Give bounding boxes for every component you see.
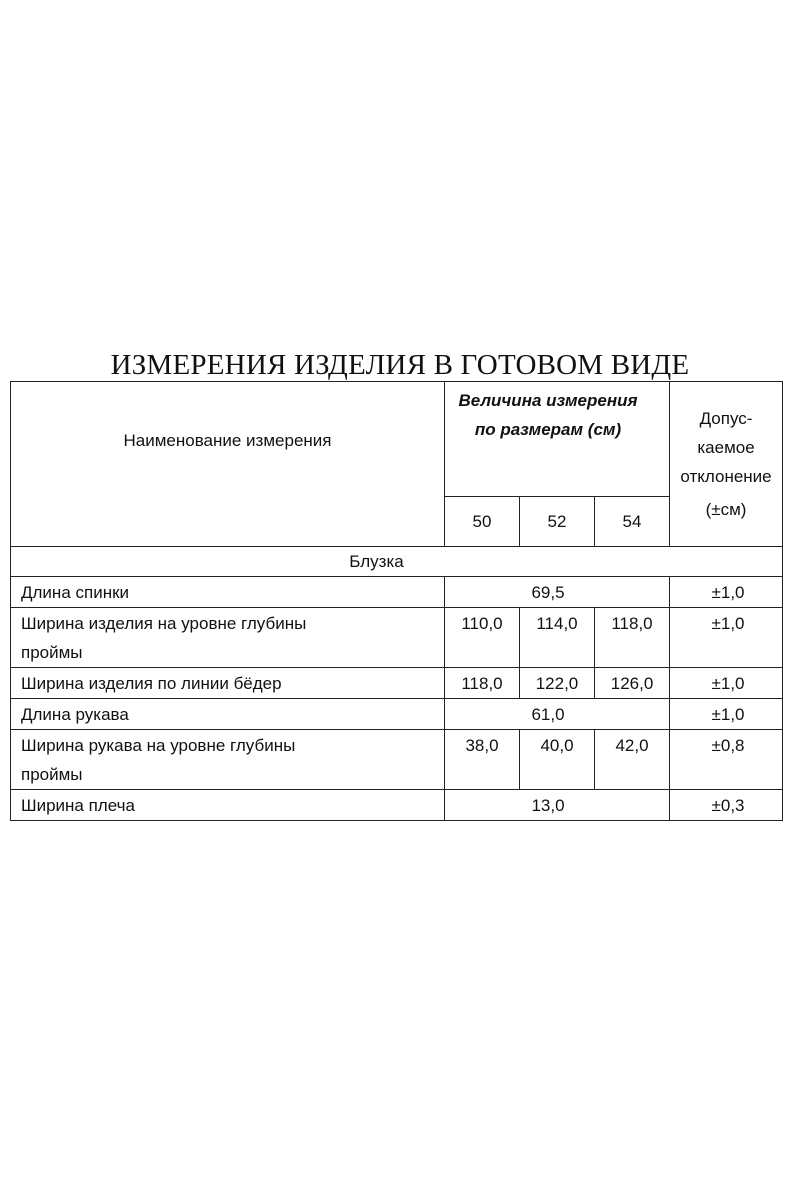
- row-tolerance: ±1,0: [670, 608, 783, 668]
- row-value-52: 114,0: [520, 608, 595, 668]
- row-value-50: 38,0: [445, 730, 520, 790]
- row-tolerance: ±0,3: [670, 790, 783, 821]
- row-name: Длина спинки: [11, 577, 445, 608]
- section-title: Блузка: [11, 547, 783, 577]
- row-value-50: 110,0: [445, 608, 520, 668]
- row-value-50: 118,0: [445, 668, 520, 699]
- table-row: [11, 790, 783, 821]
- size-50: 50: [445, 496, 520, 547]
- header-measurement-name: Наименование измерения: [11, 382, 445, 547]
- row-name: [11, 730, 445, 790]
- size-54: 54: [595, 496, 670, 547]
- header-group-line2: по размерам (см): [474, 420, 622, 439]
- row-name: Длина рукава: [11, 699, 445, 730]
- row-value-54: 42,0: [595, 730, 670, 790]
- row-tolerance: ±1,0: [670, 699, 783, 730]
- row-name: Ширина изделия по линии бёдер: [11, 668, 445, 699]
- header-group-line1: Величина измерения: [458, 391, 638, 410]
- measurements-table: [10, 381, 783, 821]
- row-name: [11, 608, 445, 668]
- table-row: [11, 668, 783, 699]
- row-name-line2: проймы: [21, 765, 83, 784]
- row-value-54: 126,0: [595, 668, 670, 699]
- header-tolerance: [670, 382, 783, 547]
- table-row: [11, 699, 783, 730]
- table-row: [11, 608, 783, 668]
- page-title: ИЗМЕРЕНИЯ ИЗДЕЛИЯ В ГОТОВОМ ВИДЕ: [110, 349, 690, 381]
- row-tolerance: ±0,8: [670, 730, 783, 790]
- header-tolerance-line1: Допус-: [699, 409, 753, 428]
- header-tolerance-line2: каемое: [697, 438, 755, 457]
- row-tolerance: ±1,0: [670, 577, 783, 608]
- table-header-row: [11, 382, 783, 497]
- row-name: Ширина плеча: [11, 790, 445, 821]
- table-row: [11, 577, 783, 608]
- row-value-52: 40,0: [520, 730, 595, 790]
- row-value-54: 118,0: [595, 608, 670, 668]
- row-value-merged: 69,5: [445, 577, 670, 608]
- row-value-merged: 13,0: [445, 790, 670, 821]
- row-value-merged: 61,0: [445, 699, 670, 730]
- table-row: [11, 730, 783, 790]
- row-name-line1: Ширина рукава на уровне глубины: [21, 736, 296, 755]
- section-row: [11, 547, 783, 577]
- size-52: 52: [520, 496, 595, 547]
- row-name-line1: Ширина изделия на уровне глубины: [21, 614, 307, 633]
- row-name-line2: проймы: [21, 643, 83, 662]
- row-value-52: 122,0: [520, 668, 595, 699]
- header-tolerance-line4: (±см): [705, 500, 747, 519]
- row-tolerance: ±1,0: [670, 668, 783, 699]
- header-tolerance-line3: отклонение: [680, 467, 772, 486]
- header-size-group: [445, 382, 670, 497]
